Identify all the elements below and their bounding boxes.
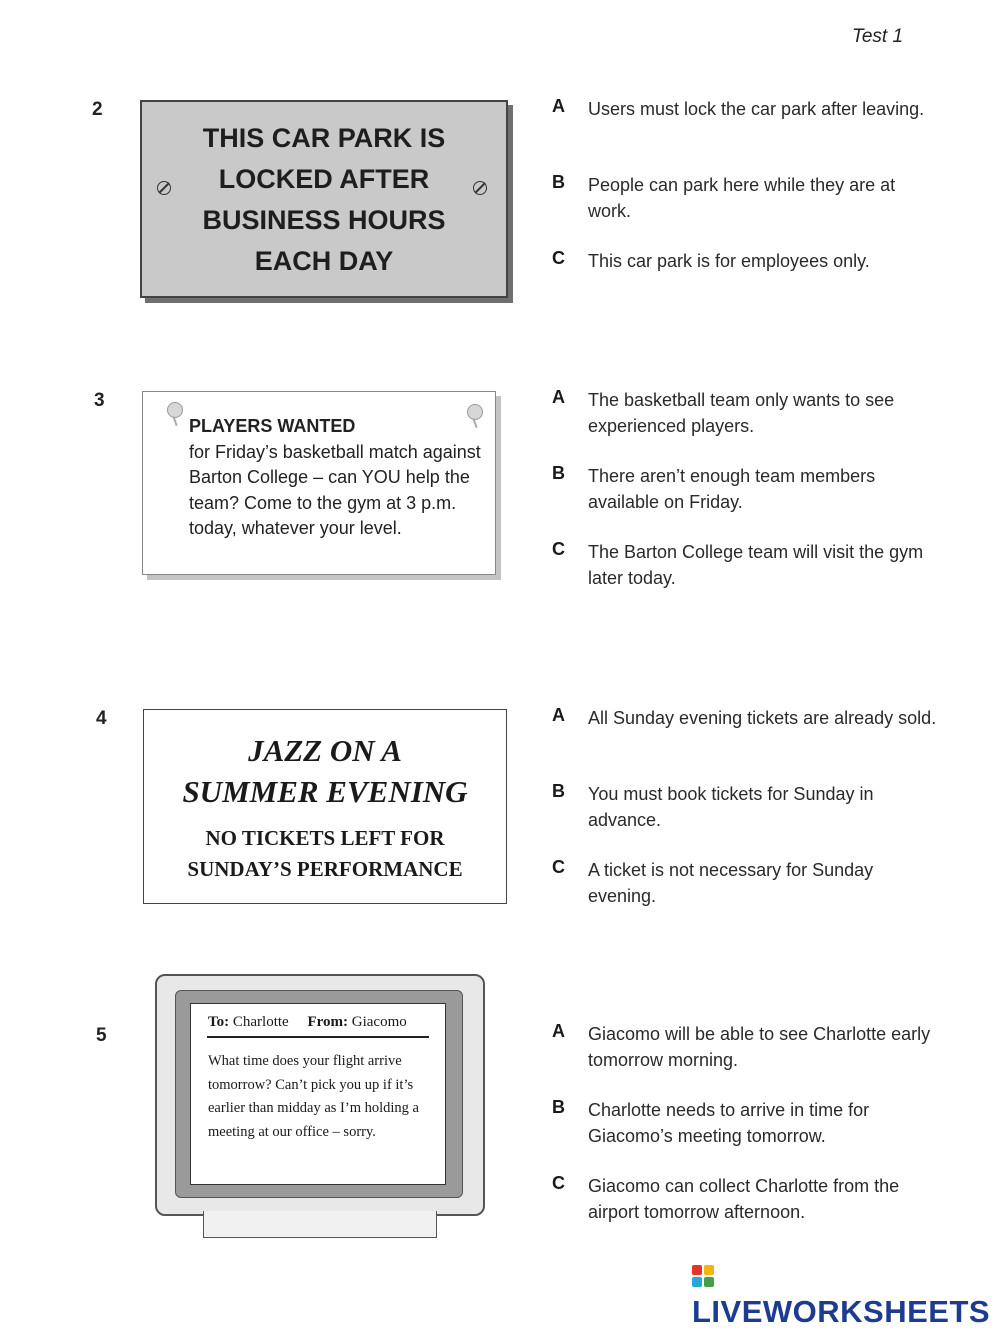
option-text: This car park is for employees only. bbox=[588, 251, 870, 271]
option-letter: A bbox=[552, 705, 565, 725]
poster-subtitle bbox=[144, 823, 506, 885]
q5-option-a[interactable] bbox=[552, 1021, 932, 1073]
poster-title bbox=[144, 730, 506, 812]
monitor-stand bbox=[203, 1211, 437, 1238]
q5-option-b[interactable] bbox=[552, 1097, 932, 1149]
q4-option-a[interactable] bbox=[552, 705, 942, 731]
q2-option-a[interactable] bbox=[552, 96, 942, 122]
sign-line: THIS CAR PARK IS bbox=[202, 123, 446, 153]
question-5-number: 5 bbox=[96, 1025, 107, 1046]
question-3-number: 3 bbox=[94, 390, 105, 411]
poster-subtitle-line: NO TICKETS LEFT FOR bbox=[205, 826, 445, 850]
option-text: All Sunday evening tickets are already sold. bbox=[588, 708, 937, 728]
q2-option-c[interactable] bbox=[552, 248, 942, 274]
option-letter: C bbox=[552, 1173, 565, 1193]
option-letter: C bbox=[552, 248, 565, 268]
question-4-number: 4 bbox=[96, 708, 107, 729]
option-letter: B bbox=[552, 1097, 565, 1117]
q3-option-a[interactable] bbox=[552, 387, 942, 439]
option-letter: B bbox=[552, 781, 565, 801]
email-screen bbox=[190, 1003, 446, 1185]
option-letter: B bbox=[552, 172, 565, 192]
option-text: Charlotte needs to arrive in time for Giacomo’s meeting tomorrow. bbox=[588, 1100, 870, 1146]
option-text: Giacomo will be able to see Charlotte early tomorrow morning. bbox=[588, 1024, 931, 1070]
notice-title: PLAYERS WANTED bbox=[189, 416, 356, 436]
email-header bbox=[208, 1014, 407, 1031]
q2-option-b[interactable] bbox=[552, 172, 942, 224]
liveworksheets-logo-text: LIVEWORKSHEETS bbox=[692, 1294, 991, 1329]
email-from-label: From: bbox=[307, 1014, 348, 1030]
page-header-test-label: Test 1 bbox=[852, 26, 904, 47]
liveworksheets-logo-icon bbox=[692, 1265, 716, 1289]
option-letter: A bbox=[552, 387, 565, 407]
poster-title-line: JAZZ ON A bbox=[248, 733, 402, 768]
option-letter: A bbox=[552, 1021, 565, 1041]
option-text: Giacomo can collect Charlotte from the airport tomorrow afternoon. bbox=[588, 1176, 900, 1222]
option-text: You must book tickets for Sunday in advance. bbox=[588, 784, 874, 830]
email-from: Giacomo bbox=[351, 1014, 407, 1030]
email-message: What time does your flight arrive tomorrow? Can’t pick you up if it’s earlier than midday as I’m holding a meeting at our office – sorry. bbox=[208, 1053, 419, 1140]
option-letter: C bbox=[552, 539, 565, 559]
q4-option-b[interactable] bbox=[552, 781, 942, 833]
email-to-label: To: bbox=[208, 1014, 230, 1030]
notice-body: for Friday’s basketball match against Barton College – can YOU help the team? Come to the gym at 3 p.m. today, whatever your level. bbox=[189, 441, 481, 538]
computer-monitor bbox=[155, 974, 485, 1216]
q4-option-c[interactable] bbox=[552, 857, 942, 909]
option-letter: B bbox=[552, 463, 565, 483]
pin-icon bbox=[167, 402, 183, 418]
sign-line: LOCKED AFTER bbox=[218, 164, 430, 194]
car-park-sign-text bbox=[142, 118, 506, 282]
sign-line: BUSINESS HOURS bbox=[202, 205, 446, 235]
liveworksheets-logo[interactable] bbox=[692, 1258, 1000, 1330]
option-text: A ticket is not necessary for Sunday evening. bbox=[588, 860, 874, 906]
notice-text bbox=[189, 414, 489, 542]
q3-option-b[interactable] bbox=[552, 463, 942, 515]
email-to: Charlotte bbox=[232, 1014, 289, 1030]
option-text: There aren’t enough team members available on Friday. bbox=[588, 466, 876, 512]
email-divider bbox=[207, 1036, 429, 1038]
question-2-number: 2 bbox=[92, 99, 103, 120]
jazz-poster bbox=[143, 709, 507, 904]
option-text: The Barton College team will visit the gym later today. bbox=[588, 542, 924, 588]
option-text: Users must lock the car park after leaving. bbox=[588, 99, 925, 119]
players-wanted-notice bbox=[142, 391, 496, 575]
option-letter: C bbox=[552, 857, 565, 877]
monitor-bezel bbox=[175, 990, 463, 1198]
poster-subtitle-line: SUNDAY’S PERFORMANCE bbox=[187, 857, 463, 881]
poster-title-line: SUMMER EVENING bbox=[182, 774, 468, 809]
option-letter: A bbox=[552, 96, 565, 116]
q5-option-c[interactable] bbox=[552, 1173, 932, 1225]
q3-option-c[interactable] bbox=[552, 539, 942, 591]
option-text: The basketball team only wants to see experienced players. bbox=[588, 390, 895, 436]
option-text: People can park here while they are at work. bbox=[588, 175, 896, 221]
sign-line: EACH DAY bbox=[254, 246, 394, 276]
car-park-sign bbox=[140, 100, 508, 298]
